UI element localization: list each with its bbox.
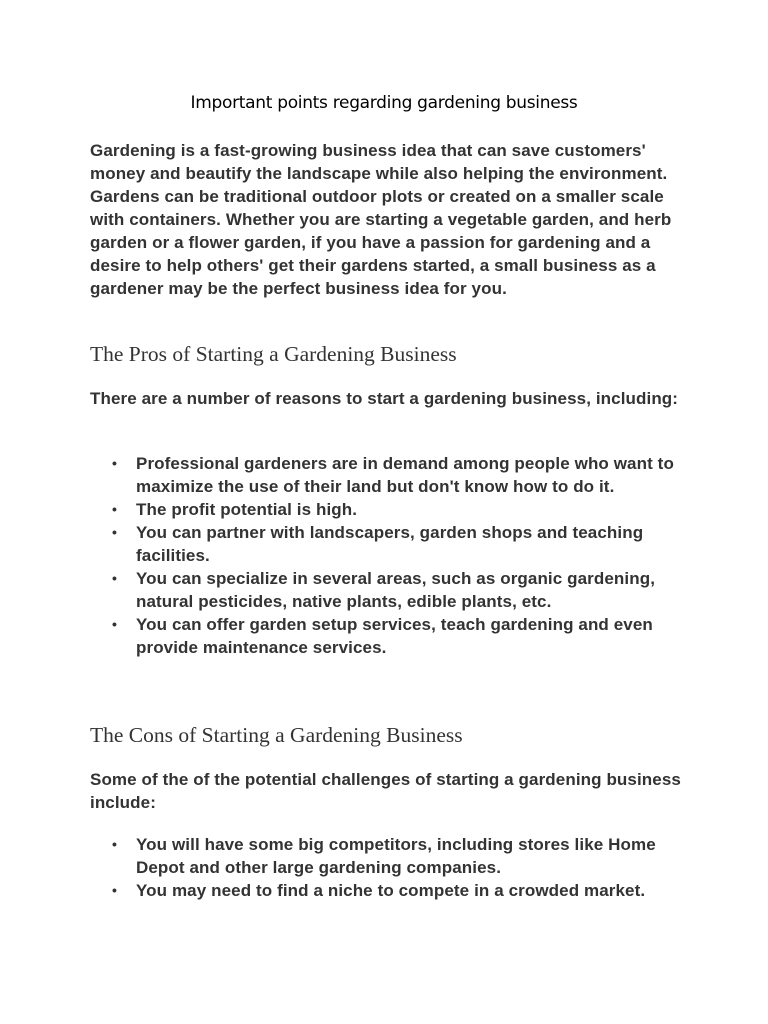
bullet-icon: •: [112, 616, 118, 632]
list-item-text: You can offer garden setup services, teach gardening and even provide maintenance services.: [136, 615, 653, 657]
cons-lead-paragraph: Some of the of the potential challenges of starting a gardening business include:: [90, 770, 681, 812]
pros-list: [90, 452, 690, 659]
list-item: [90, 613, 690, 659]
list-item-text: You will have some big competitors, including stores like Home Depot and other large gardening companies.: [136, 835, 656, 877]
list-item-text: You can specialize in several areas, such as organic gardening, natural pesticides, native plants, edible plants, etc.: [136, 569, 656, 611]
list-item: [90, 833, 690, 879]
list-item: [90, 498, 690, 521]
intro-paragraph: Gardening is a fast-growing business idea that can save customers' money and beautify the landscape while also helping the environment. Gardens can be traditional outdoor plots or created on a smaller scale with containers. Whether you are starting a vegetable garden, and herb garden or a flower garden, if you have a passion for gardening and a desire to help others' get their gardens started, a small business as a gardener may be the perfect business idea for you.: [90, 141, 672, 298]
bullet-icon: •: [112, 882, 118, 898]
pros-lead-paragraph: There are a number of reasons to start a gardening business, including:: [90, 389, 679, 408]
cons-list: [90, 833, 690, 902]
list-item-text: You can partner with landscapers, garden shops and teaching facilities.: [136, 523, 644, 565]
list-item: [90, 567, 690, 613]
list-item-text: The profit potential is high.: [136, 500, 358, 519]
list-item-text: Professional gardeners are in demand among people who want to maximize the use of their land but don't know how to do it.: [136, 454, 674, 496]
bullet-icon: •: [112, 570, 118, 586]
bullet-icon: •: [112, 501, 118, 517]
pros-heading: The Pros of Starting a Gardening Business: [90, 342, 457, 366]
document-title: Important points regarding gardening business: [190, 93, 578, 113]
list-item: [90, 879, 690, 902]
cons-heading: The Cons of Starting a Gardening Business: [90, 723, 463, 747]
list-item: [90, 521, 690, 567]
list-item-text: You may need to find a niche to compete in a crowded market.: [136, 881, 646, 900]
list-item: [90, 452, 690, 498]
bullet-icon: •: [112, 524, 118, 540]
bullet-icon: •: [112, 836, 118, 852]
bullet-icon: •: [112, 455, 118, 471]
